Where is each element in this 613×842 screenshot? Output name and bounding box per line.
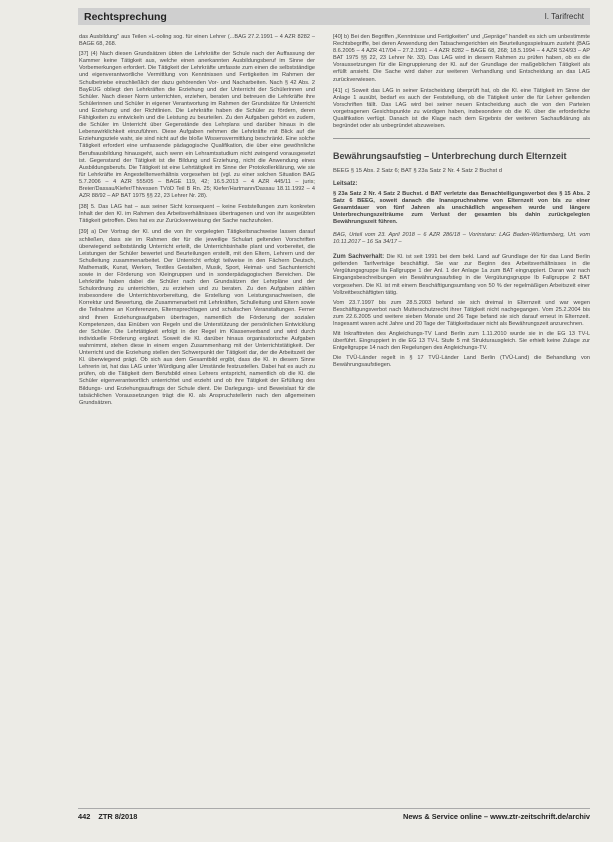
- page-header: [78, 8, 590, 25]
- page-footer: [78, 808, 590, 823]
- journal-issue: ZTR 8/2018: [98, 811, 138, 821]
- facts-paragraph: [333, 254, 590, 297]
- case-title: Bewährungsaufstieg – Unterbrechung durch Elternzeit: [333, 151, 567, 162]
- right-column: [333, 34, 590, 373]
- section-title: Rechtsprechung: [84, 10, 167, 23]
- left-column: [79, 34, 315, 410]
- footer-left: [78, 812, 145, 821]
- paragraph: [37] (4) Nach diesen Grundsätzen übten die Lehrkräfte der Schule nach der Auffassung der Kammer keine Tätigkeit aus, welche einen anerkannten Ausbildungsberuf im Sinne der Vorbemerkungen erfordert. Die Tätigkeit der Lehrkräfte umfasste zum einen die selbstständige und eigenverantwortliche Vermittlung von Kenntnissen und Fertigkeiten im Rahmen der Schulbetriebe einschließlich der dazu gehörenden Vor- und Nacharbeiten. Nach § 42 Abs. 2 BayEUG obliegt den Lehrkräften die Erziehung und der Unterricht der Schülerinnen und Schüler. Nach dieser Norm unterrichten, erziehen, beraten und betreuen die Lehrkräfte ihre Schülerinnen und Schüler in eigener Verantwortung im Rahmen der Grundsätze für Unterricht und Erziehung und der Richtlinien. Die Lehrkräfte haben die Schüler zu fördern, deren Fähigkeiten zu entwickeln und die Leistung zu beurteilen. Zu den Aufgaben gehört es zudem, die Schüler im Unterricht über Gegenstände des Lehrplans und darüber hinaus in die Lebenswirklichkeit einzuführen. Diese Aufgaben nehmen die Lehrkräfte mit Blick auf die Erziehungsziele wahr, sie sind nicht auf die bloße Wissensvermittlung beschränkt. Eine solche Tätigkeit erfordert eine umfassende pädagogische Qualifikation, die über eine gewöhnliche Berufsausbildung hinausgeht, auch wenn ein Lehramtsstudium nicht zwingend vorausgesetzt ist. Gegenstand der Tätigkeit ist die Bildung und Erziehung, nicht die Anwendung eines Ausbildungsberufs. Die Tätigkeit ist eine Lehrtätigkeit im Sinne der Protokollerklärung, wie sie für Lehrkräfte im Angestelltenverhältnis vorgesehen ist (vgl. zu einer solchen Situation BAG 5.7.2006 – 4 AZR 555/05 – BAGE 119, 42; 16.5.2013 – 4 AZR 445/11 – juris; Breier/Dassau/Kiefer/Thivessen TVöD Teil B Rn. 25; Kiefer/Hartmann/Dassau 18.11.1992 – 4 AZR 88/92 – AP BAT 1975 §§ 22, 23 Lehrer Nr. 28).: [79, 51, 315, 200]
- paragraph: [40] b) Bei den Begriffen „Kenntnisse und Fertigkeiten" und „Gepräge" handelt es sich um unbestimmte Rechtsbegriffe, bei deren Anwendung den Tatsachengerichten ein Beurteilungsspielraum zusteht (BAG 8.6.2005 – 4 AZR 417/04 – 27.2.1991 – 4 AZR 8282 – BAGE 68, 268; 18.5.1994 – 4 AZR 524/93 – AP BAT 1975 §§ 22, 23 Lehrer Nr. 33). Das LAG wird in diesem Rahmen zu prüfen haben, ob es die Voraussetzungen für die Eingruppierung der Kl. auf der Grundlage der maßgeblichen Tätigkeit als erfüllt ansieht. Die Sache wird daher zur weiteren Verhandlung und Entscheidung an das LAG zurückverwiesen.: [333, 34, 590, 83]
- court-citation: BAG, Urteil vom 23. April 2018 – 6 AZR 286/18 – Vorinstanz: LAG Baden-Württemberg, Urt. vom 10.11.2017 – 16 Sa 34/17 –: [333, 231, 590, 246]
- facts-paragraph: Mit Inkrafttreten des Angleichungs-TV Land Berlin zum 1.11.2010 wurde sie in die EG 13 TV-L überführt. Eingruppiert in die EG 13 TV-L Stufe 5 mit Strukturausgleich. Sie erhielt keine Zulage zur Entgeltgruppe 14 nach den Regelungen des Angleichungs-TV.: [333, 331, 590, 352]
- facts-heading: Zum Sachverhalt:: [333, 254, 385, 261]
- paragraph: [39] a) Der Vortrag der Kl. und die von ihr vorgelegten Tätigkeitsnachweise lassen darauf schließen, dass sie im Rahmen der für die jeweilige Schulart geltenden Vorschriften überwiegend selbstständig Unterricht erteilt, die Unterrichtsinhalte plant und vorbereitet, die Leistungen der Schüler bewertet und Beurteilungen erstellt, mit den Eltern, Lehrern und der Schulleitung zusammenarbeitet. Der Unterricht erfolgt teilweise in den Fächern Deutsch, Mathematik, Kunst, Werken, Textiles Gestalten, Musik, Sport, Heimat- und Sachunterricht sowie in der Förderung von Kleingruppen und in sonderpädagogischen Bereichen. Die Lehrkräfte haben dabei die Schüler nach den Grundsätzen der Lehrpläne und der Schulordnung zu unterrichten, zu erziehen und zu beraten. Zu den Aufgaben zählen insbesondere die Unterrichtsvorbereitung, die Erstellung von Leistungsnachweisen, die Korrektur und Bewertung, die Zusammenarbeit mit Lehrkräften, Schulleitung und Eltern sowie die Teilnahme an Konferenzen, Elternsprechtagen und schulischen Veranstaltungen. Ferner sind ihnen Erziehungsaufgaben übertragen, namentlich die Förderung der sozialen Kompetenzen, das Einüben von Regeln und die Unterstützung der persönlichen Entwicklung der Schüler. Die Lehrtätigkeit erfolgt in der Regel im Klassenverband und wird durch individuelle Förderung ergänzt. Soweit die Kl. darüber hinaus organisatorische Aufgaben wahrnimmt, stehen diese in einem engen Zusammenhang mit der Unterrichtstätigkeit. Der Unterricht und die Erziehung stellen den Schwerpunkt der Tätigkeit dar, der die Arbeitszeit der Kl. überwiegend prägt. Ob sich aus dem Gesamtbild ergibt, dass die Kl. in diesem Sinne Lehrerin ist, hat das LAG unter Würdigung aller Umstände festzustellen. Dabei hat es auch zu prüfen, ob die Tätigkeit dem Berufsbild eines Lehrers entspricht, namentlich ob die Kl. die Schüler eigenverantwortlich unterrichtet und erzieht und ob ihre Tätigkeit der Erfüllung des Bildungs- und Erziehungsauftrags der Schule dient. Die Darlegungs- und Beweislast für die tatsächlichen Voraussetzungen trägt die Kl. als Anspruchstellerin nach den allgemeinen Grundsätzen.: [79, 229, 315, 406]
- leitsatz-text: § 23a Satz 2 Nr. 4 Satz 2 Buchst. d BAT verletzte das Benachteiligungsverbot des § 15 Abs. 2 Satz 6 BEEG, soweit danach die Inanspruchnahme von Elternzeit von bis zu einer Gesamtdauer von fünf Jahren als unschädlich angesehen wurde und längere Unterbrechungszeiträume zum Verlust der gesamten bis dahin zurückgelegten Bewährungszeit führen.: [333, 190, 590, 225]
- statute-references: BEEG § 15 Abs. 2 Satz 6; BAT § 23a Satz 2 Nr. 4 Satz 2 Buchst d: [333, 168, 502, 175]
- leitsatz-heading: Leitsatz:: [333, 181, 358, 188]
- facts-paragraph: Vom 23.7.1997 bis zum 28.5.2003 befand sie sich dreimal in Elternzeit und war wegen Beschäftigungsverbot nach Mutterschutzrecht ihrer Tätigkeit nicht nachgegangen. Vom 25.2.2004 bis zum 22.6.2005 und weitere sieben Monate und 26 Tage befand sie sich darauf erneut in Elternzeit. Insgesamt waren acht Jahre und 20 Tage der Tätigkeitsdauer nicht als Bewährungszeit anzurechnen.: [333, 299, 590, 328]
- category-label: I. Tarifrecht: [544, 12, 584, 21]
- facts-paragraph: Die TVÜ-Länder regelt in § 17 TVÜ-Länder Land Berlin (TVÜ-Land) die Behandlung von Bewährungsaufstiegen.: [333, 355, 590, 369]
- facts-text: Die Kl. ist seit 1991 bei dem bekl. Land auf Grundlage der für das Land Berlin geltenden Tarifverträge beschäftigt. Sie war zur Beginn des Arbeitsverhältnisses in die Vergütungsgruppe IIa Fallgruppe 1 der Anl. 1 der Anlage 1a zum BAT eingruppiert. Daran war nach Eingangsbeschreibungen ein Bewährungsaufstieg in die Vergütungsgruppe Ib Fallgruppe 2 BAT vorgesehen. Die Kl. ist mit einem Beschäftigungsumfang von 50 % der regelmäßigen Arbeitszeit einer Vollzeitbeschäftigten tätig.: [333, 254, 590, 296]
- paragraph: [41] c) Soweit das LAG in seiner Entscheidung überprüft hat, ob die Kl. eine Tätigkeit im Sinne der Anlage 1 ausübt, bedarf es auch der Feststellung, ob die Tätigkeit unter die für Lehrer geltenden Vorschriften fällt. Das LAG wird bei seiner neuen Entscheidung auch die von den Parteien vorgetragenen Gesichtspunkte zu würdigen haben, insbesondere ob die Kl. über die erforderliche Qualifikation verfügt. Danach ist die Klage nach dem Ergebnis der weiteren Sachaufklärung als begründet oder als unbegründet abzuweisen.: [333, 87, 590, 130]
- footer-website: News & Service online – www.ztr-zeitschrift.de/archiv: [402, 811, 590, 821]
- page-number: 442: [78, 811, 91, 821]
- paragraph: [38] 5. Das LAG hat – aus seiner Sicht konsequent – keine Feststellungen zum konkreten Inhalt der den Kl. im Rahmen des Arbeitsverhältnisses übertragenen und von ihr ausgeübten Tätigkeit getroffen. Dies hat es zur Zurückverweisung der Sache nachzuholen.: [79, 204, 315, 225]
- paragraph: das Ausbildung" aus Teilen »L-ooling sog. für einen Lehrer (...BAG 27.2.1991 – 4 AZR 8282 – BAGE 68, 268.: [79, 34, 315, 48]
- section-divider: [333, 138, 590, 139]
